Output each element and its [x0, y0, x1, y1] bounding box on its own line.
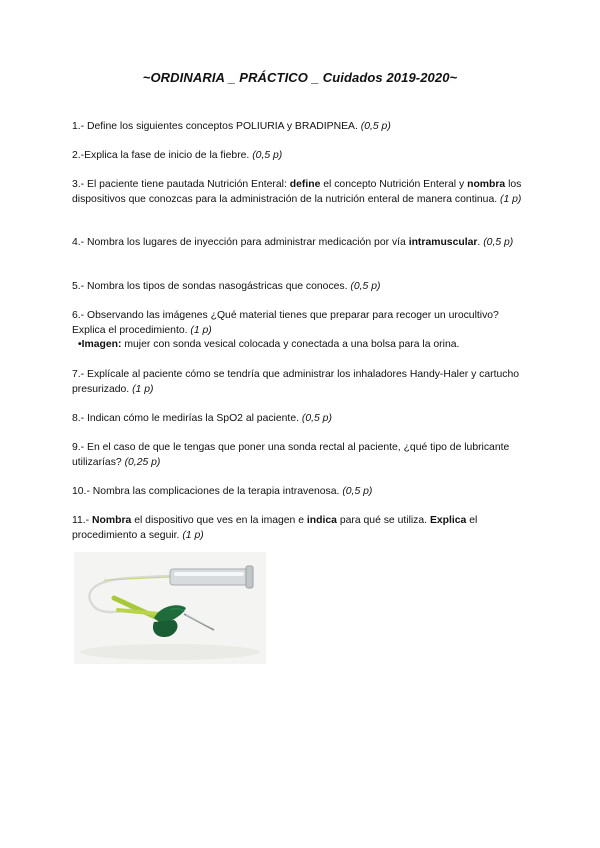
question-points: (0,5 p)	[342, 486, 373, 497]
question-8	[72, 412, 522, 427]
keyword-define: define	[289, 179, 321, 190]
question-text: 5.- Nombra los tipos de sondas nasogástricas que conoces.	[72, 281, 348, 292]
question-5	[72, 280, 522, 295]
keyword-intramuscular: intramuscular	[408, 237, 478, 248]
butterfly-needle-icon	[74, 552, 266, 664]
page-title: ~ORDINARIA _ PRÁCTICO _ Cuidados 2019-2020~	[142, 70, 458, 85]
question-6	[72, 309, 522, 353]
question-text: 11.-	[72, 515, 90, 526]
question-11	[72, 514, 522, 543]
question-text: el procedimiento a seguir.	[72, 515, 478, 541]
question-points: (0,5 p)	[301, 413, 332, 424]
question-text: 8.- Indican cómo le medirías la SpO2 al paciente.	[72, 413, 299, 424]
question-10	[72, 485, 522, 500]
question-points: (1 p)	[500, 193, 522, 205]
question-text: 7.- Explícale al paciente cómo se tendría que administrar los inhaladores Handy-Haler y cartucho presurizado.	[72, 369, 520, 395]
question-text: 6.- Observando las imágenes ¿Qué material tienes que preparar para recoger un urocultivo? Explica el procedimiento.	[72, 310, 499, 336]
question-points: (0,5 p)	[360, 121, 391, 132]
question-points: (0,5 p)	[483, 237, 514, 248]
question-text: 2.-Explica la fase de inicio de la fiebre.	[72, 150, 250, 161]
question-points: (1 p)	[132, 383, 154, 395]
question-text: para qué se utiliza.	[339, 515, 428, 526]
question-points: (0,5 p)	[350, 281, 381, 292]
question-text: 1.- Define los siguientes conceptos POLIURIA y BRADIPNEA.	[72, 121, 358, 132]
question-points: (1 p)	[190, 324, 212, 336]
question-4: 4.- Nombra los lugares de inyección para administrar medicación por vía intramuscular. (0,5 p)	[72, 237, 514, 248]
image-label: •Imagen:	[78, 339, 122, 350]
image-description: •Imagen: mujer con sonda vesical colocada y conectada a una bolsa para la orina.	[78, 339, 460, 350]
keyword-nombra: Nombra	[92, 515, 132, 526]
question-text: el concepto Nutrición Enteral y	[323, 179, 465, 190]
question-points: (0,5 p)	[252, 150, 283, 161]
question-1	[72, 120, 522, 135]
question-text: 9.- En el caso de que le tengas que poner una sonda rectal al paciente, ¿qué tipo de lubricante utilizarías?	[72, 442, 510, 468]
question-text: 3.- El paciente tiene pautada Nutrición Enteral:	[72, 179, 287, 190]
keyword-indica: indica	[306, 515, 337, 526]
butterfly-needle-image	[74, 552, 266, 664]
question-text: 10.- Nombra las complicaciones de la terapia intravenosa.	[72, 486, 340, 497]
question-points: (1 p)	[182, 529, 204, 541]
question-text: 4.- Nombra los lugares de inyección para administrar medicación por vía	[72, 237, 406, 248]
keyword-explica: Explica	[429, 515, 467, 526]
question-9	[72, 441, 522, 470]
question-text: el dispositivo que ves en la imagen e	[134, 515, 305, 526]
question-3	[72, 178, 522, 207]
question-points: (0,25 p)	[124, 456, 161, 468]
question-text: los dispositivos que conozcas para la administración de la nutrición enteral de manera continua.	[72, 179, 522, 205]
question-2	[72, 149, 522, 164]
question-7	[72, 368, 522, 397]
keyword-nombra: nombra	[467, 179, 506, 190]
